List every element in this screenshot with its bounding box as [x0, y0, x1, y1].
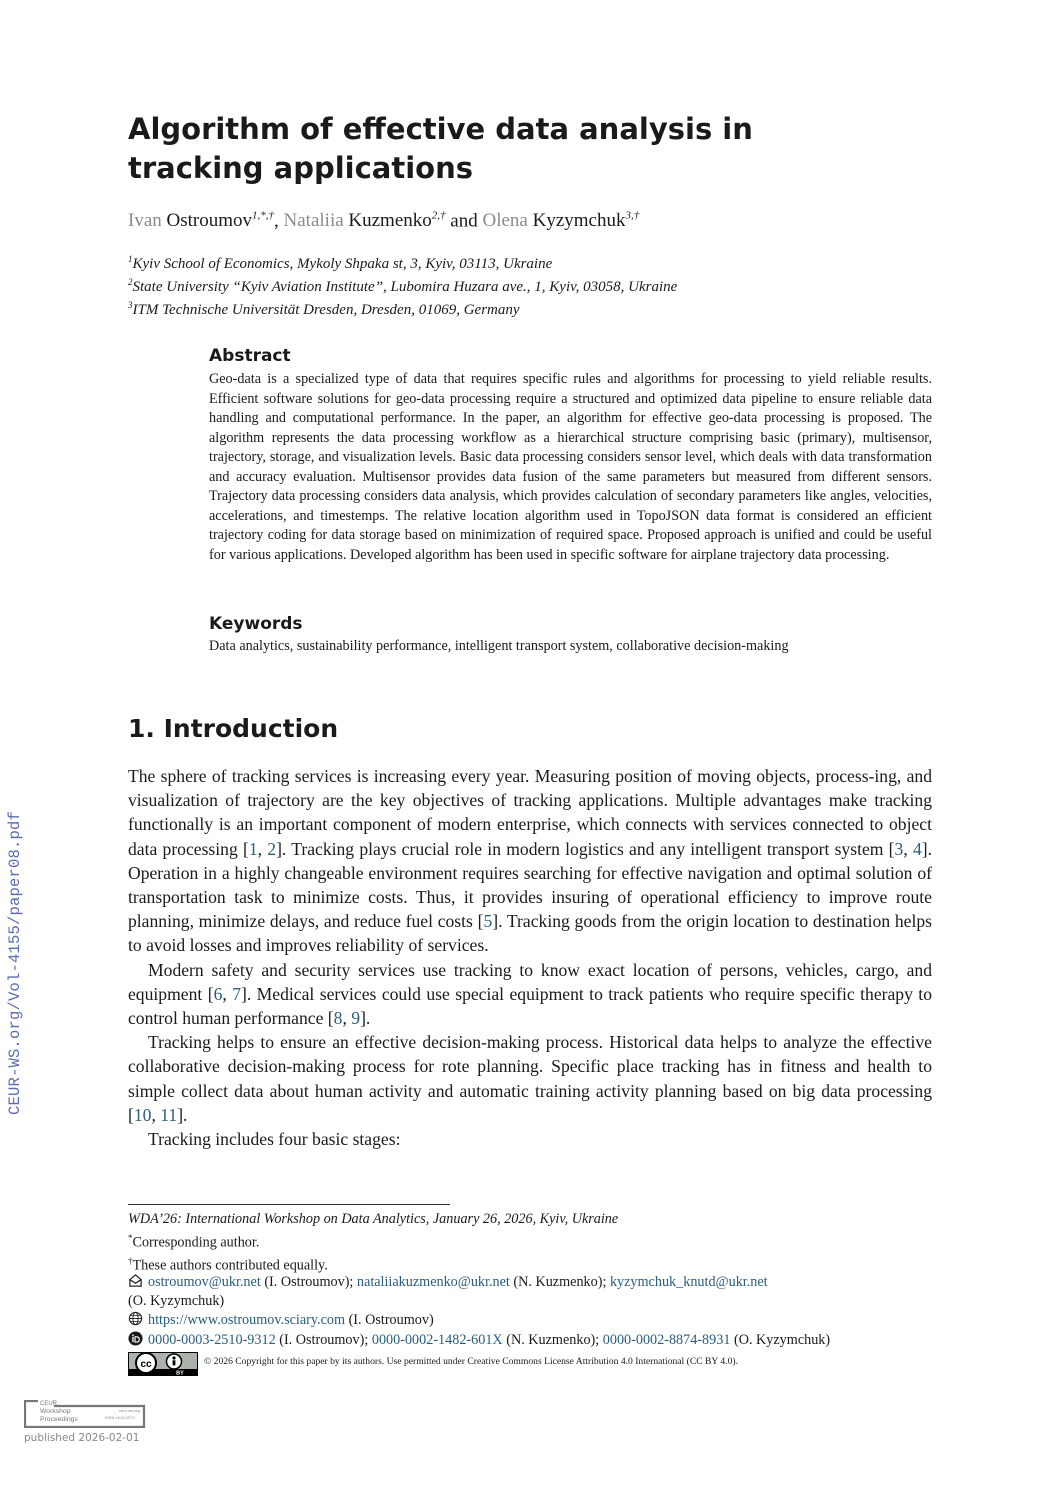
keywords-text: Data analytics, sustainability performance, intelligent transport system, collaborative decision-making [209, 638, 789, 654]
email-link[interactable]: ostroumov@ukr.net [148, 1274, 261, 1290]
paragraph: The sphere of tracking services is increasing every year. Measuring position of moving objects, process-ing, and visualization of trajectory are the key objectives of tracking applications. Multiple advantages make tracking functionally is an important component of modern enterprise, which connects with services connected to object data processing [1, 2]. Tracking plays crucial role in modern logistics and any intelligent transport system [3, 4]. Operation in a highly changeable environment requires searching for effective navigation and optimal solution of transportation task to minimize costs. Thus, it provides insuring of operational efficiency to improve route planning, minimize delays, and reduce fuel costs [5]. Tracking goods from the origin location to destination helps to avoid losses and improves reliability of services. [128, 766, 933, 956]
corresponding-footnote: *Corresponding author. [128, 1233, 260, 1251]
paper-title: Algorithm of effective data analysis in tracking applications [128, 112, 753, 185]
by-label: BY [176, 1370, 184, 1376]
orcid-link[interactable]: 0000-0002-8874-8931 [602, 1332, 731, 1348]
citation-link[interactable]: 4 [912, 838, 922, 859]
paragraph: Tracking includes four basic stages: [148, 1129, 401, 1150]
abstract-heading: Abstract [209, 346, 291, 366]
citation-link[interactable]: 6 [213, 983, 223, 1004]
affiliation: $^3$ITM Technische Universität Dresden, Dresden, 01069, Germany [128, 300, 520, 318]
globe-icon [128, 1311, 143, 1326]
introduction-body [128, 764, 932, 1151]
email-link[interactable]: kyzymchuk_knutd@ukr.net [609, 1274, 768, 1290]
author-name: Ivan Ostroumov$^{1,*,\dagger}$ [128, 210, 275, 232]
citation-link[interactable]: 10 [133, 1104, 152, 1125]
citation-link[interactable]: 5 [483, 911, 493, 932]
cc-by-license-badge [128, 1352, 198, 1376]
svg-text:ceur-ws.org: ceur-ws.org [119, 1408, 140, 1413]
orcid-icon [128, 1331, 143, 1346]
workshop-footnote: WDA’26: International Workshop on Data Analytics, January 26, 2026, Kyiv, Ukraine [128, 1211, 619, 1227]
svg-text:CEUR: CEUR [40, 1401, 58, 1407]
citation-link[interactable]: 11 [160, 1104, 178, 1125]
equal-contribution-footnote: †These authors contributed equally. [128, 1256, 328, 1274]
citation-link[interactable]: 1 [248, 838, 258, 859]
keywords-heading: Keywords [209, 614, 303, 634]
author-list: Ivan Ostroumov$^{1,*,\dagger}$, Nataliia Kuzmenko$^{2,\dagger}$ and Olena Kyzymchuk$^{3,\dagger}$ [128, 210, 640, 232]
citation-link[interactable]: 7 [232, 983, 241, 1004]
affiliation: $^1$Kyiv School of Economics, Mykoly Shpaka st, 3, Kyiv, 03113, Ukraine [128, 254, 553, 272]
author-name: Olena Kyzymchuk$^{3,\dagger}$ [482, 210, 640, 232]
website-footnote: https://www.ostroumov.sciary.com (I. Ostroumov) [128, 1311, 434, 1330]
citation-link[interactable]: 9 [351, 1008, 361, 1029]
paragraph: Modern safety and security services use tracking to know exact location of persons, vehicles, cargo, and equipment [6, 7]. Medical services could use special equipment to track patients who require specific therapy to control human performance [8, 9]. [128, 959, 932, 1029]
orcid-link[interactable]: 0000-0002-1482-601X [371, 1332, 503, 1348]
svg-text:Workshop: Workshop [40, 1408, 71, 1415]
sidebar-pdf-link[interactable]: CEUR-WS.org/Vol-4155/paper08.pdf [6, 810, 24, 1115]
section-heading: 1. Introduction [128, 714, 339, 743]
cc-label: cc [140, 1359, 152, 1370]
copyright-notice: © 2026 Copyright for this paper by its authors. Use permitted under Creative Commons License Attribution 4.0 International (CC BY 4.0). [204, 1356, 738, 1367]
website-link[interactable]: https://www.ostroumov.sciary.com [148, 1312, 346, 1328]
email-footnote: ostroumov@ukr.net (I. Ostroumov); nataliiakuzmenko@ukr.net (N. Kuzmenko); kyzymchuk_knutd@ukr.net [128, 1273, 768, 1292]
email-footnote-continued: (O. Kyzymchuk) [128, 1293, 225, 1309]
footnote-divider [128, 1204, 450, 1205]
author-name: Nataliia Kuzmenko$^{2,\dagger}$ [283, 210, 446, 232]
citation-link[interactable]: 8 [333, 1008, 343, 1029]
svg-text:ISSN 1613-0073: ISSN 1613-0073 [105, 1415, 135, 1420]
svg-text:Proceedings: Proceedings [40, 1416, 78, 1423]
abstract-text: Geo-data is a specialized type of data that requires specific rules and algorithms for processing to yield reliable results. Efficient software solutions for geo-data processing require a structured and optimized data pipeline to ensure reliable data handling and computational performance. In the paper, an algorithm for effective geo-data processing is proposed. The algorithm represents the data processing workflow as a hierarchical structure comprising basic (primary), multisensor, trajectory, storage, and visualization levels. Basic data processing considers sensor level, which deals with data transformation and accuracy evaluation. Multisensor provides data fusion of the same parameters but measured from different sensors. Trajectory data processing considers data analysis, which provides calculation of secondary parameters like angles, velocities, accelerations, and timestemps. The relative location algorithm used in TopoJSON data format is considered an efficient trajectory coding for data storage based on minimization of required space. Proposed approach is unified and could be useful for various applications. Developed algorithm has been used in specific software for airplane trajectory data processing. [209, 371, 932, 563]
citation-link[interactable]: 3 [894, 838, 904, 859]
citation-link[interactable]: 2 [267, 838, 277, 859]
email-link[interactable]: nataliiakuzmenko@ukr.net [356, 1274, 510, 1290]
published-date: published 2026-02-01 [24, 1432, 140, 1444]
ceur-workshop-logo [24, 1400, 146, 1428]
orcid-link[interactable]: 0000-0003-2510-9312 [148, 1332, 276, 1348]
paragraph: Tracking helps to ensure an effective decision-making process. Historical data helps to analyze the effective collaborative decision-making process for rote planning. Specific place tracking has in fitness and health to simple collect data about human activity and automatic training activity planning based on big data processing [10, 11]. [128, 1032, 932, 1125]
email-icon [128, 1273, 143, 1288]
orcid-footnote: 0000-0003-2510-9312 (I. Ostroumov); 0000-0002-1482-601X (N. Kuzmenko); 0000-0002-8874-8931 (O. Kyzymchuk) [128, 1331, 830, 1350]
affiliation: $^2$State University “Kyiv Aviation Institute”, Lubomira Huzara ave., 1, Kyiv, 03058, Ukraine [128, 277, 678, 295]
